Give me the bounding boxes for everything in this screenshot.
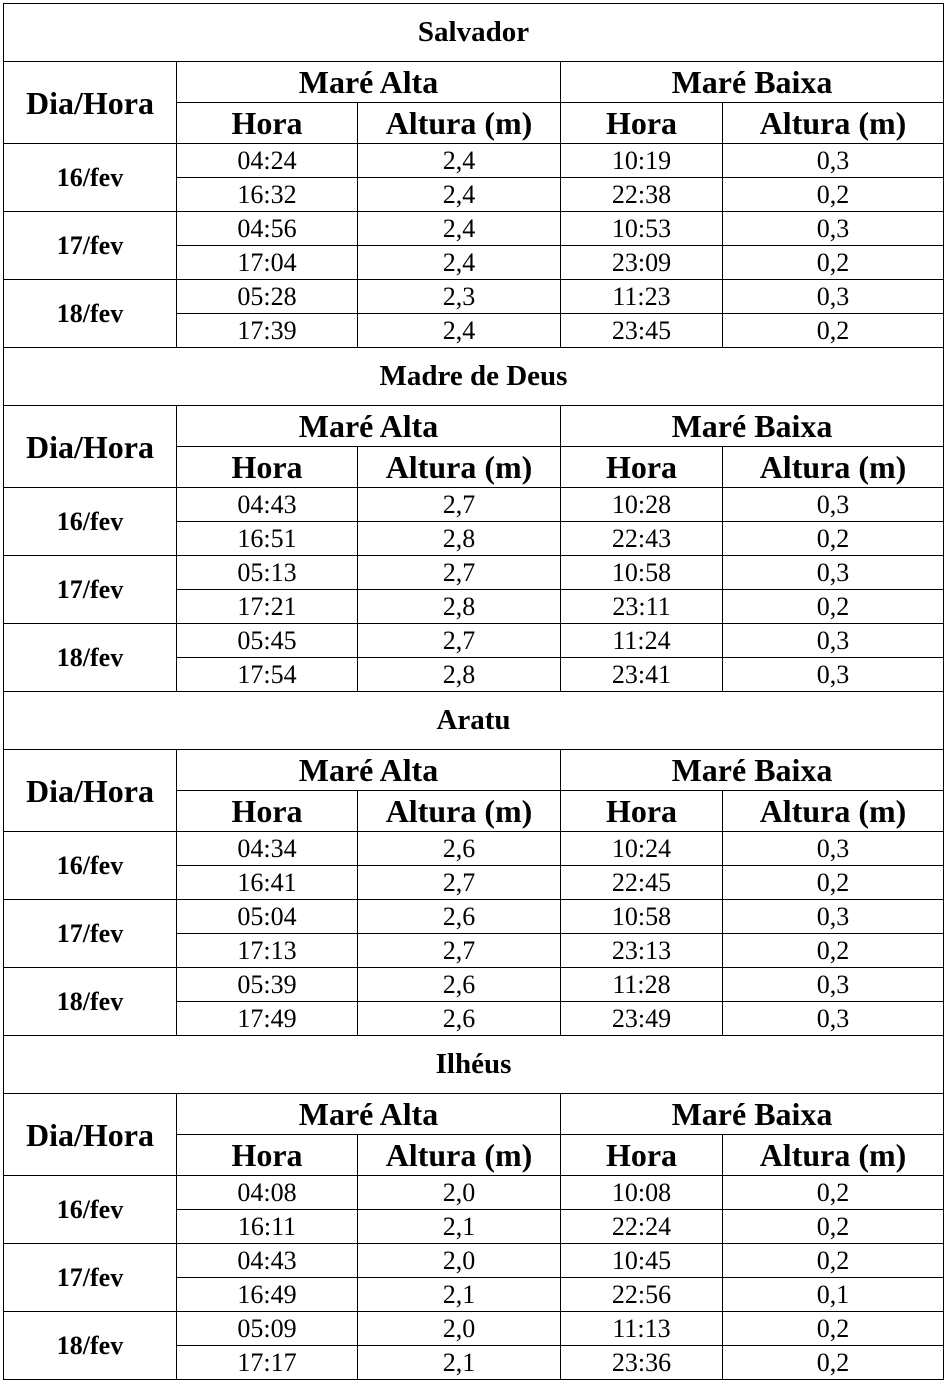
city-title: Ilhéus <box>4 1036 944 1094</box>
low-tide-height: 0,2 <box>723 934 944 968</box>
high-tide-height: 2,3 <box>358 280 561 314</box>
low-tide-time: 11:28 <box>561 968 723 1002</box>
high-tide-height: 2,8 <box>358 590 561 624</box>
dia-hora-header: Dia/Hora <box>4 62 177 144</box>
high-tide-time: 16:11 <box>177 1210 358 1244</box>
low-tide-time: 23:36 <box>561 1346 723 1380</box>
table-row <box>4 832 944 866</box>
high-tide-height: 2,4 <box>358 246 561 280</box>
city-title-row <box>4 1036 944 1094</box>
day-label: 16/fev <box>4 488 177 556</box>
high-tide-time: 16:41 <box>177 866 358 900</box>
low-tide-time: 11:23 <box>561 280 723 314</box>
mare-alta-header: Maré Alta <box>177 1094 561 1135</box>
low-tide-height: 0,3 <box>723 556 944 590</box>
city-title: Madre de Deus <box>4 348 944 406</box>
high-tide-time: 17:13 <box>177 934 358 968</box>
high-tide-time: 05:28 <box>177 280 358 314</box>
table-row <box>4 968 944 1002</box>
day-label: 16/fev <box>4 1176 177 1244</box>
dia-hora-header: Dia/Hora <box>4 406 177 488</box>
city-title-row <box>4 348 944 406</box>
group-header-row <box>4 750 944 791</box>
baixa-hora-header: Hora <box>561 1135 723 1176</box>
low-tide-time: 10:58 <box>561 556 723 590</box>
low-tide-time: 22:45 <box>561 866 723 900</box>
low-tide-time: 10:19 <box>561 144 723 178</box>
alta-altura-header: Altura (m) <box>358 791 561 832</box>
low-tide-height: 0,3 <box>723 280 944 314</box>
high-tide-time: 05:09 <box>177 1312 358 1346</box>
high-tide-height: 2,7 <box>358 556 561 590</box>
city-title: Aratu <box>4 692 944 750</box>
high-tide-time: 05:45 <box>177 624 358 658</box>
table-row <box>4 1312 944 1346</box>
low-tide-time: 23:09 <box>561 246 723 280</box>
table-row <box>4 212 944 246</box>
high-tide-time: 04:43 <box>177 488 358 522</box>
mare-baixa-header: Maré Baixa <box>561 750 944 791</box>
alta-hora-header: Hora <box>177 1135 358 1176</box>
mare-baixa-header: Maré Baixa <box>561 406 944 447</box>
mare-alta-header: Maré Alta <box>177 750 561 791</box>
mare-baixa-header: Maré Baixa <box>561 62 944 103</box>
high-tide-height: 2,1 <box>358 1346 561 1380</box>
tide-table <box>3 3 944 1380</box>
baixa-altura-header: Altura (m) <box>723 1135 944 1176</box>
high-tide-height: 2,7 <box>358 934 561 968</box>
day-label: 18/fev <box>4 624 177 692</box>
alta-altura-header: Altura (m) <box>358 447 561 488</box>
table-row <box>4 1176 944 1210</box>
day-label: 16/fev <box>4 144 177 212</box>
table-row <box>4 1244 944 1278</box>
low-tide-time: 22:38 <box>561 178 723 212</box>
low-tide-time: 23:13 <box>561 934 723 968</box>
city-title: Salvador <box>4 4 944 62</box>
city-title-row <box>4 4 944 62</box>
low-tide-height: 0,3 <box>723 144 944 178</box>
high-tide-height: 2,0 <box>358 1244 561 1278</box>
low-tide-height: 0,2 <box>723 590 944 624</box>
low-tide-time: 10:45 <box>561 1244 723 1278</box>
low-tide-time: 22:43 <box>561 522 723 556</box>
high-tide-time: 05:04 <box>177 900 358 934</box>
table-row <box>4 144 944 178</box>
baixa-hora-header: Hora <box>561 103 723 144</box>
day-label: 17/fev <box>4 1244 177 1312</box>
high-tide-height: 2,7 <box>358 624 561 658</box>
alta-altura-header: Altura (m) <box>358 103 561 144</box>
low-tide-time: 11:24 <box>561 624 723 658</box>
table-row <box>4 900 944 934</box>
day-label: 17/fev <box>4 556 177 624</box>
low-tide-height: 0,3 <box>723 658 944 692</box>
high-tide-time: 05:13 <box>177 556 358 590</box>
high-tide-height: 2,0 <box>358 1312 561 1346</box>
high-tide-time: 17:17 <box>177 1346 358 1380</box>
low-tide-height: 0,2 <box>723 178 944 212</box>
tide-table-container <box>3 3 943 1380</box>
high-tide-height: 2,6 <box>358 968 561 1002</box>
day-label: 18/fev <box>4 1312 177 1380</box>
dia-hora-header: Dia/Hora <box>4 750 177 832</box>
high-tide-height: 2,4 <box>358 212 561 246</box>
high-tide-time: 04:56 <box>177 212 358 246</box>
high-tide-time: 04:08 <box>177 1176 358 1210</box>
low-tide-time: 11:13 <box>561 1312 723 1346</box>
high-tide-time: 17:21 <box>177 590 358 624</box>
low-tide-time: 23:41 <box>561 658 723 692</box>
day-label: 16/fev <box>4 832 177 900</box>
high-tide-time: 17:54 <box>177 658 358 692</box>
low-tide-time: 23:45 <box>561 314 723 348</box>
high-tide-time: 04:34 <box>177 832 358 866</box>
high-tide-time: 17:04 <box>177 246 358 280</box>
high-tide-time: 17:49 <box>177 1002 358 1036</box>
low-tide-height: 0,3 <box>723 900 944 934</box>
low-tide-time: 10:58 <box>561 900 723 934</box>
low-tide-time: 10:24 <box>561 832 723 866</box>
high-tide-time: 05:39 <box>177 968 358 1002</box>
mare-alta-header: Maré Alta <box>177 62 561 103</box>
high-tide-height: 2,6 <box>358 1002 561 1036</box>
low-tide-time: 23:11 <box>561 590 723 624</box>
low-tide-height: 0,3 <box>723 488 944 522</box>
high-tide-time: 16:51 <box>177 522 358 556</box>
baixa-altura-header: Altura (m) <box>723 791 944 832</box>
low-tide-height: 0,2 <box>723 866 944 900</box>
group-header-row <box>4 62 944 103</box>
mare-alta-header: Maré Alta <box>177 406 561 447</box>
tide-table-body <box>4 4 944 1380</box>
high-tide-height: 2,4 <box>358 314 561 348</box>
low-tide-height: 0,2 <box>723 1312 944 1346</box>
low-tide-height: 0,3 <box>723 832 944 866</box>
low-tide-time: 10:28 <box>561 488 723 522</box>
day-label: 17/fev <box>4 900 177 968</box>
day-label: 17/fev <box>4 212 177 280</box>
high-tide-height: 2,4 <box>358 144 561 178</box>
low-tide-height: 0,2 <box>723 1176 944 1210</box>
low-tide-height: 0,2 <box>723 246 944 280</box>
alta-hora-header: Hora <box>177 447 358 488</box>
low-tide-height: 0,2 <box>723 314 944 348</box>
baixa-altura-header: Altura (m) <box>723 103 944 144</box>
dia-hora-header: Dia/Hora <box>4 1094 177 1176</box>
low-tide-time: 22:56 <box>561 1278 723 1312</box>
high-tide-height: 2,1 <box>358 1278 561 1312</box>
high-tide-height: 2,7 <box>358 866 561 900</box>
group-header-row <box>4 406 944 447</box>
table-row <box>4 624 944 658</box>
high-tide-height: 2,8 <box>358 658 561 692</box>
baixa-altura-header: Altura (m) <box>723 447 944 488</box>
low-tide-time: 22:24 <box>561 1210 723 1244</box>
high-tide-time: 17:39 <box>177 314 358 348</box>
high-tide-time: 04:43 <box>177 1244 358 1278</box>
day-label: 18/fev <box>4 280 177 348</box>
low-tide-time: 10:53 <box>561 212 723 246</box>
high-tide-time: 16:32 <box>177 178 358 212</box>
low-tide-height: 0,2 <box>723 1210 944 1244</box>
low-tide-time: 10:08 <box>561 1176 723 1210</box>
city-title-row <box>4 692 944 750</box>
low-tide-height: 0,2 <box>723 1244 944 1278</box>
high-tide-height: 2,0 <box>358 1176 561 1210</box>
low-tide-time: 23:49 <box>561 1002 723 1036</box>
high-tide-time: 04:24 <box>177 144 358 178</box>
high-tide-time: 16:49 <box>177 1278 358 1312</box>
day-label: 18/fev <box>4 968 177 1036</box>
high-tide-height: 2,8 <box>358 522 561 556</box>
low-tide-height: 0,3 <box>723 1002 944 1036</box>
high-tide-height: 2,1 <box>358 1210 561 1244</box>
low-tide-height: 0,2 <box>723 1346 944 1380</box>
table-row <box>4 556 944 590</box>
alta-hora-header: Hora <box>177 103 358 144</box>
high-tide-height: 2,6 <box>358 900 561 934</box>
high-tide-height: 2,7 <box>358 488 561 522</box>
baixa-hora-header: Hora <box>561 791 723 832</box>
low-tide-height: 0,3 <box>723 624 944 658</box>
group-header-row <box>4 1094 944 1135</box>
high-tide-height: 2,4 <box>358 178 561 212</box>
low-tide-height: 0,3 <box>723 968 944 1002</box>
high-tide-height: 2,6 <box>358 832 561 866</box>
mare-baixa-header: Maré Baixa <box>561 1094 944 1135</box>
alta-hora-header: Hora <box>177 791 358 832</box>
low-tide-height: 0,1 <box>723 1278 944 1312</box>
low-tide-height: 0,2 <box>723 522 944 556</box>
alta-altura-header: Altura (m) <box>358 1135 561 1176</box>
baixa-hora-header: Hora <box>561 447 723 488</box>
table-row <box>4 488 944 522</box>
table-row <box>4 280 944 314</box>
low-tide-height: 0,3 <box>723 212 944 246</box>
